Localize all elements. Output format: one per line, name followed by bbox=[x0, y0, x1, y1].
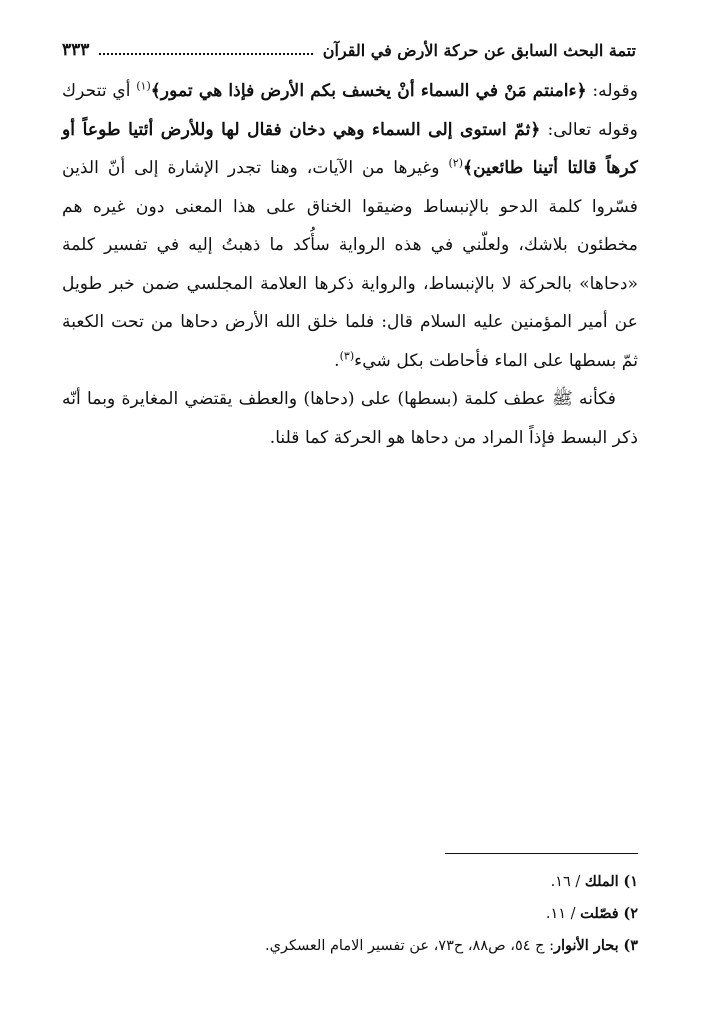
footnote-ref: / ١١. bbox=[545, 906, 581, 922]
footnote-ref: / ١٦. bbox=[550, 874, 585, 890]
footnote-source: بحار الأنوار bbox=[553, 937, 619, 954]
footnote-1 bbox=[240, 866, 638, 898]
footnote-number: ٣) bbox=[623, 937, 638, 954]
quran-verse-1: ﴿ءامنتم مَنْ في السماء أنْ يخسف بكم الأرض فإذا هي تمور﴾ bbox=[150, 81, 587, 101]
footnote-number: ٢) bbox=[623, 905, 638, 922]
paragraph-1 bbox=[62, 72, 638, 380]
footnote-separator bbox=[445, 853, 638, 854]
header-title: تتمة البحث السابق عن حركة الأرض في القرآن bbox=[322, 40, 636, 60]
footnote-ref: : ج ٥٤، ص٨٨، ح٧٣، عن تفسير الامام العسكري. bbox=[265, 938, 554, 954]
footnote-ref-3: (٣) bbox=[339, 348, 355, 362]
footnote-source: فصّلت bbox=[580, 905, 619, 922]
footnote-source: الملك bbox=[584, 873, 619, 890]
footnote-number: ١) bbox=[623, 873, 638, 890]
text-segment: وقوله: bbox=[586, 81, 638, 101]
footnote-2 bbox=[240, 898, 638, 930]
footnote-ref-1: (١) bbox=[136, 79, 151, 93]
text-segment: . bbox=[334, 350, 340, 371]
text-segment: أي تتحرك وقوله تعالى: bbox=[62, 81, 638, 140]
running-header bbox=[62, 36, 636, 64]
footnotes bbox=[240, 866, 638, 962]
header-dot-leader bbox=[99, 53, 312, 55]
text-segment: وغيرها من الآيات، وهنا تجدر الإشارة إلى أنّ الذين فسّروا كلمة الدحو بالإنبساط وضيقوا الخناق على هذا المعنى دون غيره هم مخطئون بلاشك، ولعلّني في هذه الرواية سأُكد ما ذهبتُ إليه في تفسير كلمة «دحاها» بالحركة لا بالإنبساط، والرواية ذكرها العلامة المجلسي ضمن خبر طويل عن أمير المؤمنين عليه السلام قال: فلما خلق الله الأرض دحاها من تحت الكعبة ثمّ بسطها على الماء فأحاطت بكل شيء bbox=[62, 158, 638, 371]
paragraph-2: فكأنه ﷺ عطف كلمة (بسطها) على (دحاها) والعطف يقتضي المغايرة وبما أنّه ذكر البسط فإذاً المراد من دحاها هو الحركة كما قلنا. bbox=[62, 389, 638, 448]
page-number: ٣٣٣ bbox=[62, 40, 90, 60]
footnote-ref-2: (٢) bbox=[448, 156, 464, 170]
quran-verse-2: ﴿ثمّ استوى إلى السماء وهي دخان فقال لها وللأرض أئتيا طوعاً أو كرهاً قالتا أتينا طائعين﴾ bbox=[62, 119, 638, 178]
main-text bbox=[62, 72, 638, 457]
footnote-3 bbox=[240, 930, 638, 962]
